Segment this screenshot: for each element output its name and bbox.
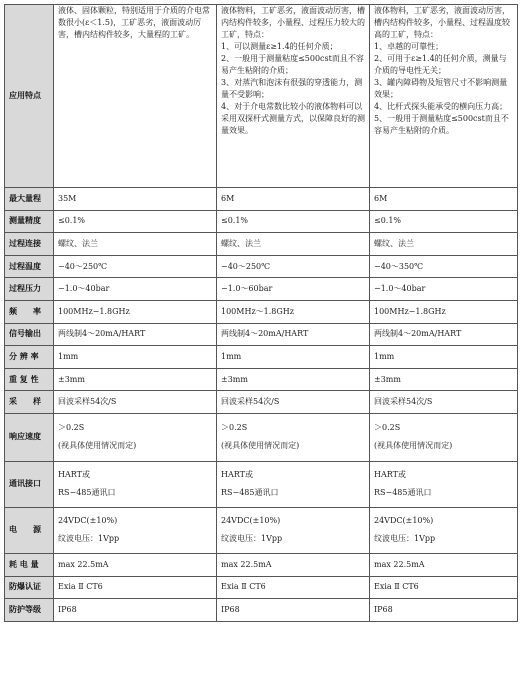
row-response (5, 413, 518, 461)
row-response-line2: (视具体使用情况而定) (374, 441, 453, 451)
row-value: max 22.5mA (54, 553, 217, 576)
spec-table (4, 4, 518, 622)
row-comm-value (217, 461, 370, 507)
row-features (5, 5, 518, 188)
row-label: 防护等级 (5, 599, 54, 622)
spec-row (5, 599, 518, 622)
row-response-line2: (视具体使用情况而定) (58, 441, 137, 451)
features-line: 1、可以测量ε≥1.4的任何介质； (221, 42, 338, 51)
row-label: 分 辨 率 (5, 346, 54, 369)
row-value: Exia Ⅱ CT6 (370, 576, 518, 599)
row-comm-line2: RS−485通讯口 (221, 488, 279, 498)
row-value: −40～350℃ (370, 255, 518, 278)
features-line: 5、一般用于测量粘度≤500cst而且不容易产生粘附的介质。 (374, 114, 509, 135)
row-value: ±3mm (370, 368, 518, 391)
features-line: 4、比杆式探头能承受的横向压力高； (374, 102, 508, 111)
row-power-line1: 24VDC(±10%) (374, 516, 434, 526)
row-value: 两线制4～20mA/HART (217, 323, 370, 346)
spec-row (5, 346, 518, 369)
row-label: 防爆认证 (5, 576, 54, 599)
features-line: 2、可用于ε≥1.4的任何介质，测量与介质的导电性无关； (374, 54, 507, 75)
row-value: 螺纹、法兰 (217, 233, 370, 256)
row-value: −40～250℃ (54, 255, 217, 278)
row-power-line1: 24VDC(±10%) (58, 516, 118, 526)
row-value: 螺纹、法兰 (370, 233, 518, 256)
features-line: 液体物料，工矿恶劣，液面波动厉害，槽内结构件较多，小量程、过程温度较高的工矿，特点： (374, 6, 510, 39)
row-comm-line1: HART或 (374, 470, 406, 480)
features-line: 2、一般用于测量粘度≤500cst而且不容易产生粘附的介质； (221, 54, 364, 75)
spec-row (5, 188, 518, 211)
row-value: 35M (54, 188, 217, 211)
row-label: 耗 电 量 (5, 553, 54, 576)
spec-row (5, 210, 518, 233)
row-comm-value (54, 461, 217, 507)
features-cell-2 (217, 5, 370, 188)
row-comm-line1: HART或 (221, 470, 253, 480)
row-label: 重 复 性 (5, 368, 54, 391)
spec-row (5, 368, 518, 391)
row-comm-line2: RS−485通讯口 (58, 488, 116, 498)
row-value: −1.0～60bar (217, 278, 370, 301)
row-label: 信号输出 (5, 323, 54, 346)
row-power-line2: 纹波电压：1Vpp (374, 534, 436, 544)
row-label: 过程连接 (5, 233, 54, 256)
row-value: Exia Ⅱ CT6 (217, 576, 370, 599)
spec-row (5, 391, 518, 414)
row-label: 采 样 (5, 391, 54, 414)
row-value: 1mm (54, 346, 217, 369)
row-comm-line1: HART或 (58, 470, 90, 480)
row-value: ≤0.1% (217, 210, 370, 233)
row-label: 最大量程 (5, 188, 54, 211)
features-line: 液体物料，工矿恶劣，液面波动厉害，槽内结构件较多，小量程、过程压力较大的工矿，特点： (221, 6, 365, 39)
row-value: 100MHz−1.8GHz (370, 300, 518, 323)
row-value: 1mm (217, 346, 370, 369)
row-label-features: 应用特点 (5, 5, 54, 188)
features-line: 1、卓越的可靠性； (374, 42, 444, 51)
features-line: 3、对蒸汽和泡沫有很强的穿透能力，测量不受影响； (221, 78, 363, 99)
row-value: Exia Ⅱ CT6 (54, 576, 217, 599)
row-value: ±3mm (54, 368, 217, 391)
row-value: max 22.5mA (217, 553, 370, 576)
row-value: 回波采样54次/S (217, 391, 370, 414)
row-comm (5, 461, 518, 507)
row-value: 6M (370, 188, 518, 211)
row-value: 100MHz～1.8GHz (217, 300, 370, 323)
row-label: 过程压力 (5, 278, 54, 301)
row-value: 6M (217, 188, 370, 211)
spec-row (5, 278, 518, 301)
spec-row (5, 255, 518, 278)
row-label: 频 率 (5, 300, 54, 323)
features-line: 3、罐内障碍物及短管尺寸不影响测量效果； (374, 78, 508, 99)
features-line: 4、对于介电常数比较小的液体物料可以采用双探杆式测量方式，以保障良好的测量效果。 (221, 102, 365, 135)
row-response-value (370, 413, 518, 461)
row-response-value (54, 413, 217, 461)
row-power (5, 507, 518, 553)
row-power-value (217, 507, 370, 553)
spec-row (5, 553, 518, 576)
row-comm-label: 通讯接口 (5, 461, 54, 507)
row-value: ≤0.1% (370, 210, 518, 233)
features-cell-3 (370, 5, 518, 188)
row-value: −1.0～40bar (370, 278, 518, 301)
row-value: IP68 (54, 599, 217, 622)
row-power-value (370, 507, 518, 553)
row-response-line1: ＞0.2S (221, 423, 248, 433)
row-value: −1.0～40bar (54, 278, 217, 301)
row-value: 回波采样54次/S (54, 391, 217, 414)
row-value: 回波采样54次/S (370, 391, 518, 414)
row-response-line2: (视具体使用情况而定) (221, 441, 300, 451)
row-value: IP68 (217, 599, 370, 622)
row-value: 100MHz−1.8GHz (54, 300, 217, 323)
row-response-line1: ＞0.2S (58, 423, 85, 433)
row-value: −40～250℃ (217, 255, 370, 278)
spec-row (5, 233, 518, 256)
row-power-line1: 24VDC(±10%) (221, 516, 281, 526)
row-response-label: 响应速度 (5, 413, 54, 461)
row-label: 测量精度 (5, 210, 54, 233)
row-power-line2: 纹波电压：1Vpp (221, 534, 283, 544)
row-value: max 22.5mA (370, 553, 518, 576)
row-label: 过程温度 (5, 255, 54, 278)
row-value: ≤0.1% (54, 210, 217, 233)
row-power-label: 电 源 (5, 507, 54, 553)
row-value: ±3mm (217, 368, 370, 391)
row-comm-value (370, 461, 518, 507)
row-value: 1mm (370, 346, 518, 369)
features-line: 液体、固体颗粒，特别适用于介质的介电常数很小(ε＜1.5)，工矿恶劣，液面波动厉害，槽内结构件较多，大量程的工矿。 (58, 6, 210, 39)
row-power-value (54, 507, 217, 553)
features-cell-1 (54, 5, 217, 188)
row-value: IP68 (370, 599, 518, 622)
row-response-value (217, 413, 370, 461)
row-response-line1: ＞0.2S (374, 423, 401, 433)
spec-row (5, 576, 518, 599)
spec-row (5, 300, 518, 323)
row-value: 两线制4～20mA/HART (54, 323, 217, 346)
row-power-line2: 纹波电压：1Vpp (58, 534, 120, 544)
row-comm-line2: RS−485通讯口 (374, 488, 432, 498)
spec-row (5, 323, 518, 346)
row-value: 两线制4～20mA/HART (370, 323, 518, 346)
row-value: 螺纹、法兰 (54, 233, 217, 256)
